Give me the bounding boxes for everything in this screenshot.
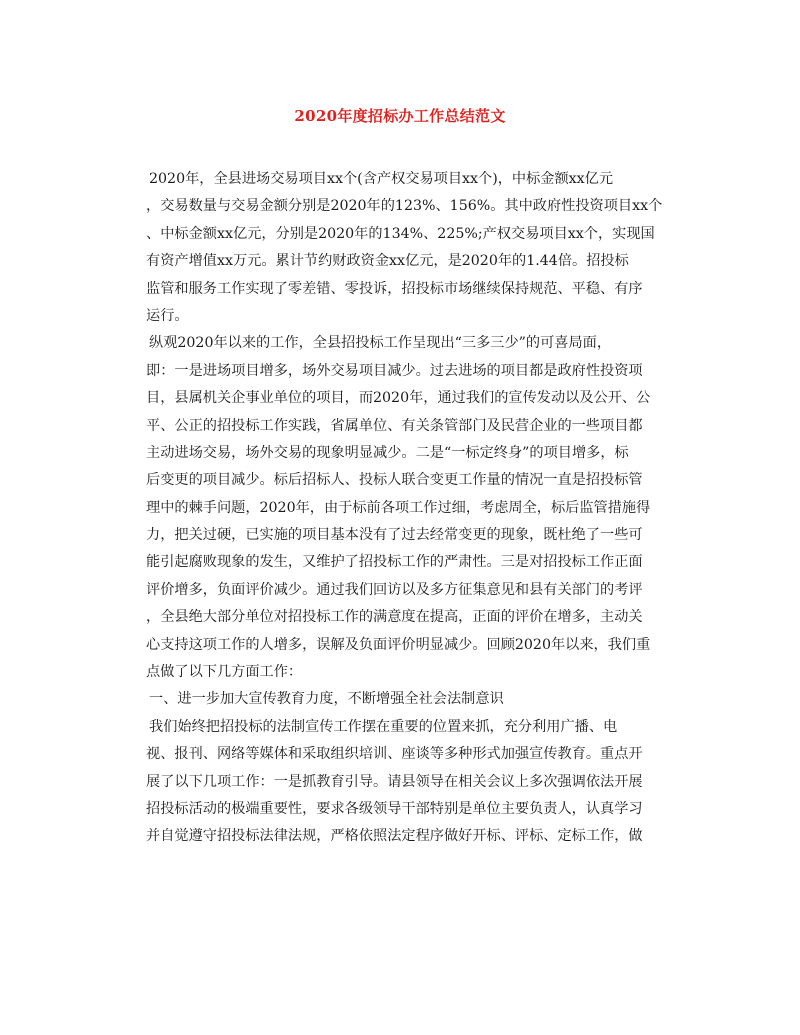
paragraph-line: 目，县属机关企事业单位的项目，而2020年，通过我们的宣传发动以及公开、公 <box>146 390 651 407</box>
paragraph-line: 后变更的项目减少。标后招标人、投标人联合变更工作量的情况一直是招投标管 <box>146 472 643 489</box>
paragraph-overview <box>146 330 670 686</box>
paragraph-publicity <box>146 714 670 851</box>
paragraph-line: 有资产增值xx万元。累计节约财政资金xx亿元，是2020年的1.44倍。招投标 <box>146 253 629 270</box>
paragraph-line: 即：一是进场项目增多，场外交易项目减少。过去进场的项目都是政府性投资项 <box>146 362 643 379</box>
paragraph-line: 并自觉遵守招投标法律法规，严格依照法定程序做好开标、评标、定标工作，做 <box>146 828 643 845</box>
paragraph-line: 评价增多，负面评价减少。通过我们回访以及多方征集意见和县有关部门的考评 <box>146 581 643 598</box>
paragraph-line: 展了以下几项工作：一是抓教育引导。请县领导在相关会议上多次强调依法开展 <box>146 773 643 790</box>
paragraph-line: 力，把关过硬，已实施的项目基本没有了过去经常变更的现象，既杜绝了一些可 <box>146 527 643 544</box>
document-title: 2020年度招标办工作总结范文 <box>294 107 506 125</box>
paragraph-line: 点做了以下几方面工作： <box>146 664 303 681</box>
paragraph-line: 能引起腐败现象的发生，又维护了招投标工作的严肃性。三是对招投标工作正面 <box>146 554 643 571</box>
paragraph-line: 主动进场交易，场外交易的现象明显减少。二是“一标定终身”的项目增多，标 <box>146 444 629 461</box>
paragraph-line: 、中标金额xx亿元，分别是2020年的134%、225%;产权交易项目xx个，实现国 <box>146 225 655 242</box>
paragraph-line: ，全县绝大部分单位对招投标工作的满意度在提高，正面的评价在增多，主动关 <box>146 609 643 626</box>
paragraph-line: 心支持这项工作的人增多，误解及负面评价明显减少。回顾2020年以来，我们重 <box>146 636 651 653</box>
paragraph-summary <box>146 166 670 330</box>
paragraph-line: 理中的棘手问题，2020年，由于标前各项工作过细，考虑周全，标后监管措施得 <box>146 499 651 516</box>
paragraph-line: ，交易数量与交易金额分别是2020年的123%、156%。其中政府性投资项目xx个 <box>146 198 663 215</box>
section-heading <box>146 686 670 713</box>
paragraph-line: 我们始终把招投标的法制宣传工作摆在重要的位置来抓，充分利用广播、电 <box>149 718 618 735</box>
document-body <box>146 166 670 851</box>
paragraph-line: 招投标活动的极端重要性，要求各级领导干部特别是单位主要负责人，认真学习 <box>146 800 643 817</box>
paragraph-line: 纵观2020年以来的工作，全县招投标工作呈现出“三多三少”的可喜局面， <box>149 335 612 352</box>
paragraph-line: 平、公正的招投标工作实践，省属单位、有关条管部门及民营企业的一些项目都 <box>146 417 643 434</box>
paragraph-line: 视、报刊、网络等媒体和采取组织培训、座谈等多种形式加强宣传教育。重点开 <box>146 746 643 763</box>
paragraph-line: 监管和服务工作实现了零差错、零投诉，招投标市场继续保持规范、平稳、有序 <box>146 280 643 297</box>
section-heading-line: 一、进一步加大宣传教育力度，不断增强全社会法制意识 <box>149 691 504 708</box>
paragraph-line: 2020年，全县进场交易项目xx个(含产权交易项目xx个)，中标金额xx亿元 <box>149 171 614 187</box>
paragraph-line: 运行。 <box>146 307 189 324</box>
